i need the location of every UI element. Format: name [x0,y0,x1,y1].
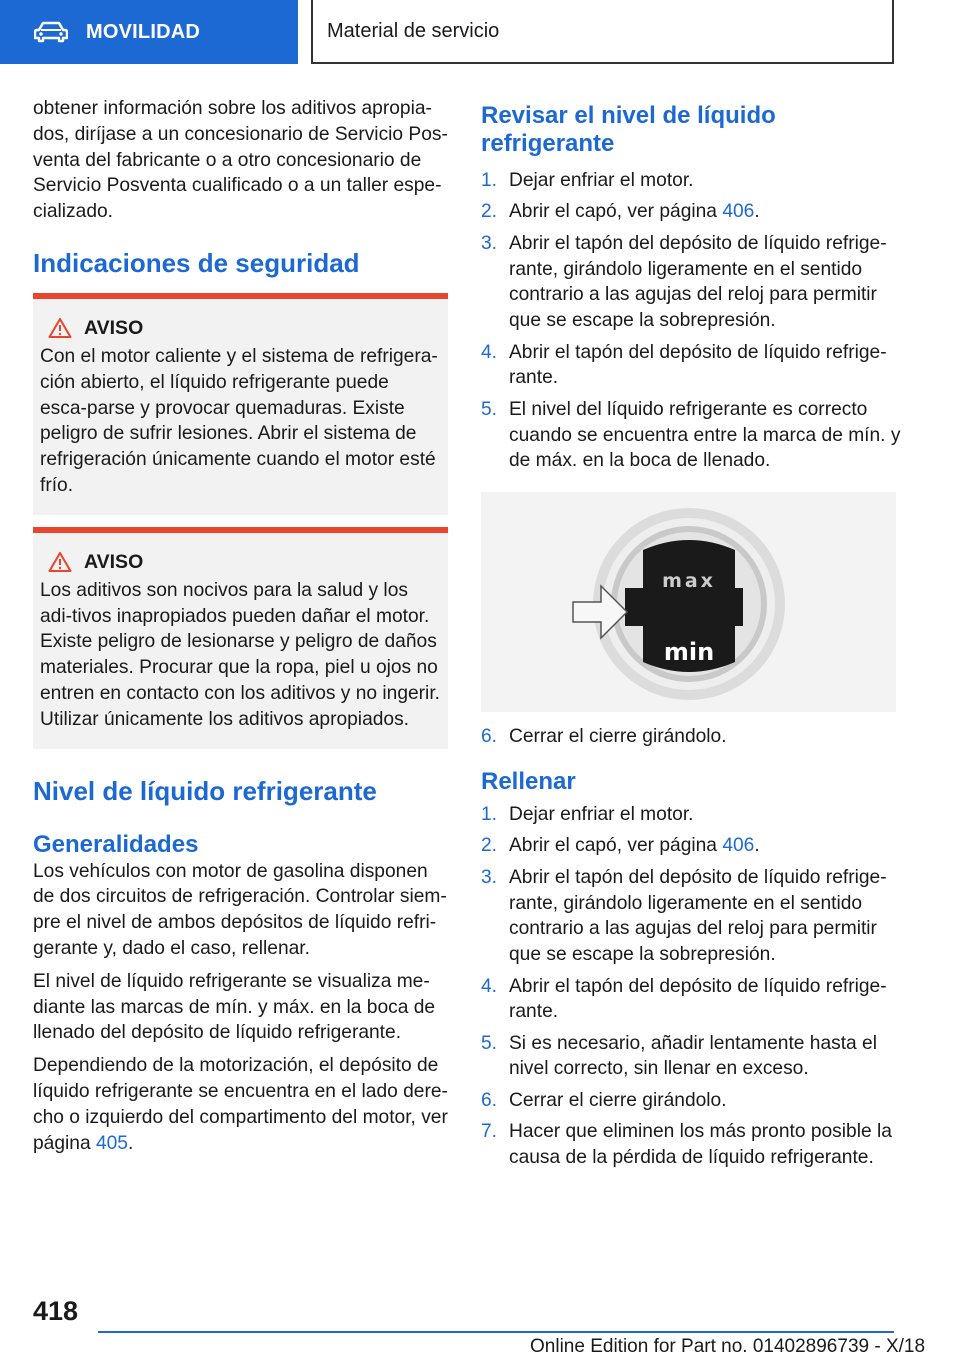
safety-heading: Indicaciones de seguridad [33,247,360,278]
warning-title: AVISO [84,316,144,339]
check-steps-list-continued [481,724,911,750]
list-item: 3. Abrir el tapón del depósito de líquido refrige-rante, girándolo ligeramente en el sentido contrario a las agujas del reloj para permitir que se escape la sobrepresión. [481,866,887,966]
refill-steps-list [481,802,911,1171]
list-item: 4. Abrir el tapón del depósito de líquido refrige-rante. [481,341,887,389]
section-tab-label: MOVILIDAD [86,20,201,43]
list-item: 5. Si es necesario, añadir lentamente hasta el nivel correcto, sin llenar en exceso. [481,1032,877,1080]
warning-box-2 [33,527,448,749]
list-item: 4. Abrir el tapón del depósito de líquido refrige-rante. [481,975,887,1023]
list-item: 2. Abrir el capó, ver página 406. [481,201,760,223]
refill-heading: Rellenar [481,767,576,795]
list-item: 2. Abrir el capó, ver página 406. [481,835,760,857]
page-number: 418 [33,1296,79,1326]
chapter-title: Material de servicio [327,19,500,42]
check-steps-list [481,168,911,474]
general-heading: Generalidades [33,830,199,858]
list-item: 5. El nivel del líquido refrigerante es correcto cuando se encuentra entre la marca de mín. y de máx. en la boca de llenado. [481,398,901,472]
warning-title: AVISO [84,550,144,573]
general-paragraph: Dependiendo de la motorización, el depósito de líquido refrigerante se encuentra en el lado dere-cho o izquierdo del compartimento del motor, ver página 405. [33,1055,448,1154]
list-item: 6. Cerrar el cierre girándolo. [481,726,727,748]
chapter-header [311,0,894,64]
check-level-heading: Revisar el nivel de líquido refrigerante [481,102,776,157]
warning-box-1 [33,293,448,515]
car-icon [34,21,68,43]
edition-footer: Online Edition for Part no. 01402896739 - X/18 [530,1336,926,1357]
warning-triangle-icon [48,317,72,339]
footer-divider [98,1331,894,1333]
warning-triangle-icon [48,551,72,573]
warning-text: Con el motor caliente y el sistema de refrigera-ción abierto, el líquido refrigerante puede esca-parse y provocar quemaduras. Existe peligro de sufrir lesiones. Abrir el sistema de refrigeración únicamente cuando el motor esté frío. [40,345,438,496]
page-link[interactable]: 405 [95,1132,128,1154]
warning-text: Los aditivos son nocivos para la salud y los adi-tivos inapropiados pueden dañar el motor. Existe peligro de lesionarse y peligro de daños materiales. Procurar que la ropa, piel u ojos no entren en contacto con los aditivos y no ingerir. Utilizar únicamente los aditivos apropiados. [40,579,440,730]
page-link[interactable]: 406 [722,201,755,223]
min-mark: min [663,638,715,667]
coolant-cap-figure [481,492,896,712]
intro-paragraph: obtener información sobre los aditivos apropia-dos, diríjase a un concesionario de Servicio Pos-venta del fabricante o a otro concesionario de Servicio Posventa cualificado o a un taller espe-cializado. [33,98,448,223]
general-paragraph: El nivel de líquido refrigerante se visualiza me-diante las marcas de mín. y máx. en la boca de llenado del depósito de líquido refrigerante. [33,970,436,1044]
list-item: 6. Cerrar el cierre girándolo. [481,1089,727,1111]
list-item: 1. Dejar enfriar el motor. [481,170,694,191]
section-tab[interactable] [0,0,298,64]
left-column [33,96,448,1163]
right-column [481,96,911,1176]
list-item: 3. Abrir el tapón del depósito de líquido refrige-rante, girándolo ligeramente en el sentido contrario a las agujas del reloj para permitir que se escape la sobrepresión. [481,232,887,332]
general-paragraph: Los vehículos con motor de gasolina disponen de dos circuitos de refrigeración. Controlar siem-pre el nivel de ambos depósitos de líquido refri-gerante y, dado el caso, rellenar. [33,860,447,959]
list-item: 1. Dejar enfriar el motor. [481,803,694,825]
coolant-cap-illustration [481,492,896,712]
max-mark: max [662,570,716,593]
coolant-level-heading: Nivel de líquido refrigerante [33,775,377,806]
list-item: 7. Hacer que eliminen los más pronto posible la causa de la pérdida de líquido refrigerante. [481,1121,892,1169]
page-link[interactable]: 406 [722,835,755,857]
